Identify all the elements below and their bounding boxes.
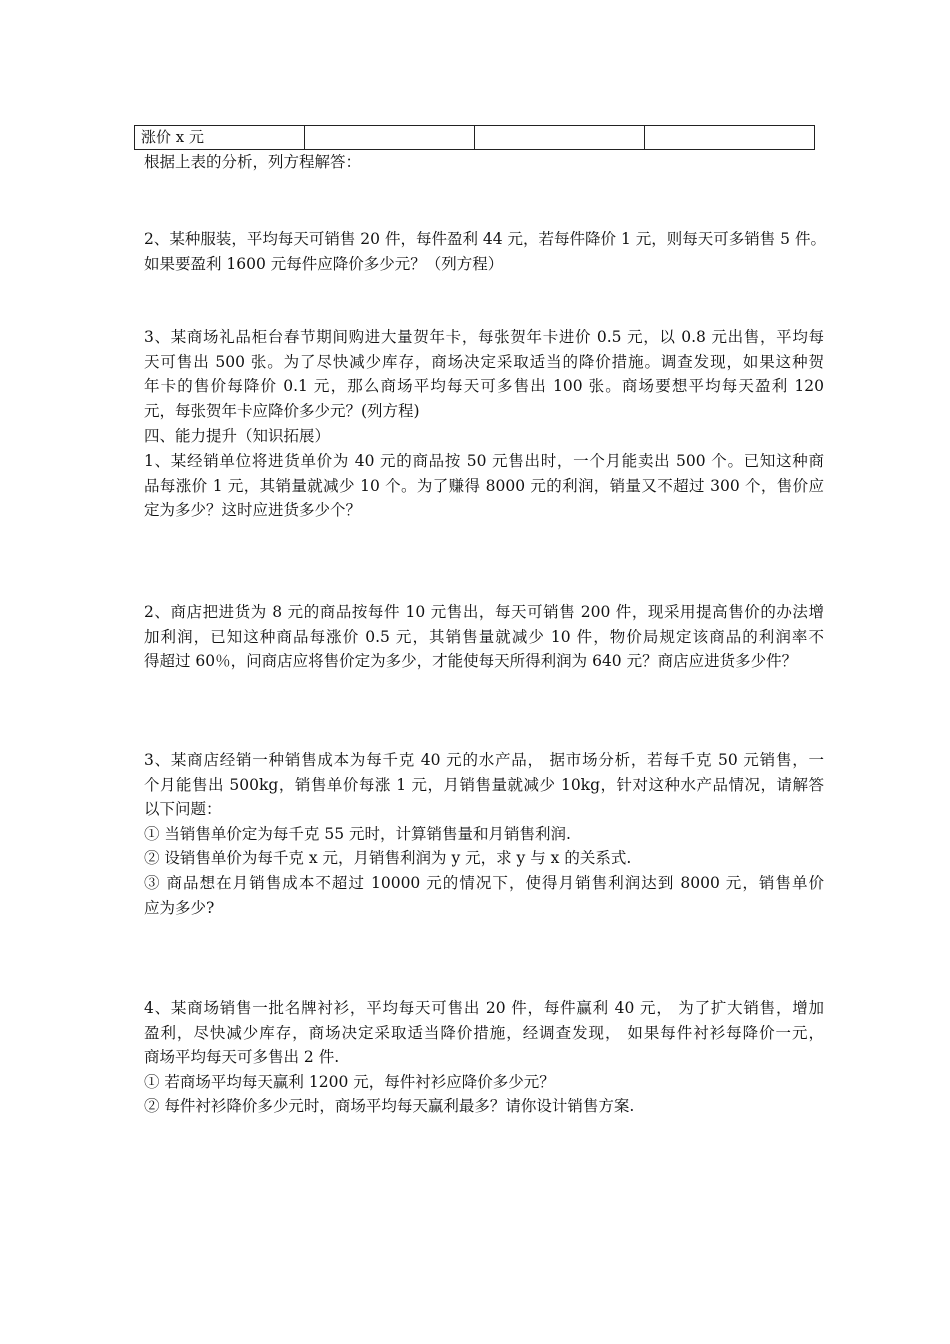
- problem-line: 个月能售出 500kg，销售单价每涨 1 元，月销售量就减少 10kg，针对这种水产品情况，请解答: [144, 775, 824, 794]
- problem-line: 4、某商场销售一批名牌衬衫，平均每天可售出 20 件，每件赢利 40 元， 为了扩大销售，增加: [144, 999, 824, 1017]
- extension-problem-2: [144, 600, 824, 674]
- extension-problem-1: [144, 449, 824, 523]
- problem-line: 品每涨价 1 元，其销量就减少 10 个。为了赚得 8000 元的利润，销量又不超过 300 个，售价应: [144, 476, 824, 495]
- section-heading: [144, 424, 824, 449]
- extension-problem-3: [144, 748, 824, 920]
- problem-3: [144, 325, 824, 423]
- problem-line: 商场平均每天可多售出 2 件.: [144, 1048, 340, 1067]
- problem-line: ② 每件衬衫降价多少元时，商场平均每天赢利最多？请你设计销售方案.: [144, 1097, 635, 1116]
- table-cell: [475, 126, 645, 150]
- problem-line: 加利润，已知这种商品每涨价 0.5 元，其销售量就减少 10 件，物价局规定该商品的利润率不: [144, 627, 824, 646]
- problem-line: 2、某种服装，平均每天可销售 20 件，每件盈利 44 元，若每件降价 1 元，则每天可多销售 5 件。: [144, 230, 826, 248]
- table-cell: [305, 126, 475, 150]
- problem-line: 定为多少？这时应进货多少个？: [144, 501, 362, 520]
- extension-problem-4: [144, 996, 824, 1119]
- problem-line: 得超过 60％，问商店应将售价定为多少，才能使每天所得利润为 640 元？商店应进货多少件？: [144, 652, 798, 671]
- problem-line: 如果要盈利 1600 元每件应降价多少元？（列方程）: [144, 254, 504, 273]
- problem-line: 年卡的售价每降价 0.1 元，那么商场平均每天可多售出 100 张。商场要想平均每天盈利 120: [144, 377, 824, 396]
- problem-line: 盈利，尽快减少库存，商场决定采取适当降价措施，经调查发现， 如果每件衬衫每降价一元，: [144, 1023, 824, 1042]
- problem-2: [144, 227, 824, 276]
- problem-line: 应为多少?: [144, 898, 215, 917]
- problem-line: 3、某商场礼品柜台春节期间购进大量贺年卡，每张贺年卡进价 0.5 元，以 0.8 元出售，平均每: [144, 328, 824, 346]
- problem-line: 1、某经销单位将进货单价为 40 元的商品按 50 元售出时，一个月能卖出 500 个。已知这种商: [144, 452, 824, 470]
- instruction-text: 根据上表的分析，列方程解答：: [144, 153, 362, 171]
- table-row: [135, 126, 815, 150]
- table-cell: 涨价 x 元: [135, 126, 305, 150]
- problem-line: 元，每张贺年卡应降价多少元？(列方程): [144, 401, 420, 420]
- section-title: 四、能力提升（知识拓展）: [144, 427, 331, 445]
- price-analysis-table: [134, 125, 815, 150]
- table-cell: [645, 126, 815, 150]
- problem-line: 天可售出 500 张。为了尽快减少库存，商场决定采取适当的降价措施。调查发现，如果这种贺: [144, 352, 824, 371]
- problem-line: 2、商店把进货为 8 元的商品按每件 10 元售出，每天可销售 200 件，现采用提高售价的办法增: [144, 603, 824, 621]
- problem-line: 以下问题：: [144, 800, 222, 819]
- problem-line: ③ 商品想在月销售成本不超过 10000 元的情况下，使得月销售利润达到 8000 元，销售单价: [144, 873, 824, 892]
- table-instruction: [144, 150, 824, 175]
- problem-line: ② 设销售单价为每千克 x 元，月销售利润为 y 元，求 y 与 x 的关系式.: [144, 849, 632, 868]
- problem-line: ① 若商场平均每天赢利 1200 元，每件衬衫应降价多少元？: [144, 1072, 555, 1091]
- problem-line: 3、某商店经销一种销售成本为每千克 40 元的水产品， 据市场分析，若每千克 50 元销售，一: [144, 751, 824, 769]
- problem-line: ① 当销售单价定为每千克 55 元时，计算销售量和月销售利润.: [144, 824, 571, 843]
